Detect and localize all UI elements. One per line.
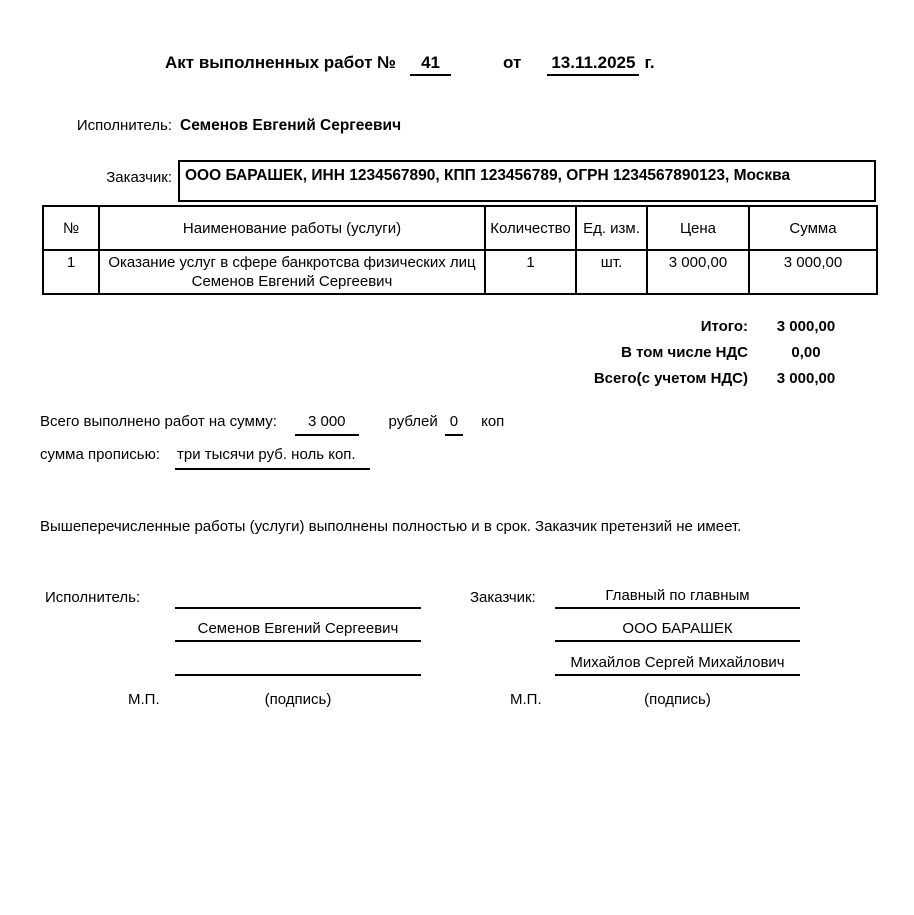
document-title: [165, 53, 914, 76]
completion-note: Вышеперечисленные работы (услуги) выполнены полностью и в срок. Заказчик претензий не имеет.: [40, 518, 742, 535]
act-date: 13.11.2025: [547, 53, 639, 76]
executor-name-line: Семенов Евгений Сергеевич: [175, 609, 421, 642]
table-row: [43, 250, 877, 294]
title-text: Акт выполненных работ №: [165, 53, 397, 72]
total-value: 3 000,00: [776, 370, 836, 387]
works-table: [42, 205, 878, 295]
signatures-section: [0, 583, 914, 743]
executor-row: [0, 117, 914, 135]
amount-in-words-line: [40, 444, 914, 470]
amount-rubles-word: рублей: [388, 413, 438, 430]
customer-name-line: Михайлов Сергей Михайлович: [555, 642, 800, 676]
customer-company-line: ООО БАРАШЕК: [555, 609, 800, 642]
act-number: 41: [410, 53, 451, 76]
cell-sum: 3 000,00: [749, 250, 877, 294]
total-value: 3 000,00: [776, 318, 836, 335]
header-unit: Ед. изм.: [576, 206, 647, 250]
executor-extra-line: [175, 642, 421, 676]
executor-name: Семенов Евгений Сергеевич: [180, 117, 402, 134]
signature-executor-label: Исполнитель:: [45, 589, 141, 606]
header-sum: Сумма: [749, 206, 877, 250]
total-row-itogo: [701, 314, 856, 340]
header-quantity: Количество: [485, 206, 576, 250]
amount-rubles-value: 3 000: [295, 411, 359, 436]
amount-kopecks-word: коп: [481, 413, 505, 430]
cell-work-name: [99, 250, 485, 294]
signature-customer-block: [555, 583, 800, 676]
total-row-vsego: [594, 366, 856, 392]
amount-label: Всего выполнено работ на сумму:: [40, 413, 277, 430]
customer-stamp-label: М.П.: [510, 691, 542, 708]
work-name-line-1: Оказание услуг в сфере банкротсва физических лиц: [108, 254, 476, 271]
executor-signature-line: [175, 583, 421, 609]
amount-kopecks-value: 0: [445, 411, 463, 436]
cell-quantity: 1: [485, 250, 576, 294]
amount-in-words-label: сумма прописью:: [40, 446, 161, 463]
document-page: [0, 53, 914, 743]
customer-row: [0, 160, 876, 202]
signature-executor-block: [175, 583, 421, 676]
header-work-name: Наименование работы (услуги): [99, 206, 485, 250]
signature-customer-label: Заказчик:: [470, 589, 536, 606]
customer-details-box: ООО БАРАШЕК, ИНН 1234567890, КПП 123456789, ОГРН 1234567890123, Москва: [178, 160, 876, 202]
cell-unit: шт.: [576, 250, 647, 294]
totals-block: [0, 314, 914, 392]
total-label: Итого:: [700, 318, 748, 335]
total-row-nds: [621, 340, 856, 366]
work-name-line-2: Семенов Евгений Сергеевич: [191, 273, 393, 290]
total-label: В том числе НДС: [621, 344, 748, 361]
header-number: №: [43, 206, 99, 250]
amount-line: [40, 411, 914, 436]
total-label: Всего(с учетом НДС): [593, 370, 748, 387]
executor-stamp-label: М.П.: [128, 691, 160, 708]
executor-signature-caption: (подпись): [264, 691, 332, 708]
executor-label: Исполнитель:: [76, 117, 172, 134]
total-value: 0,00: [791, 344, 821, 361]
cell-price: 3 000,00: [647, 250, 749, 294]
cell-number: 1: [43, 250, 99, 294]
customer-position-line: Главный по главным: [555, 583, 800, 609]
customer-signature-caption: (подпись): [644, 691, 711, 708]
title-from-word: от: [503, 53, 522, 72]
table-header-row: [43, 206, 877, 250]
amount-in-words-value: три тысячи руб. ноль коп.: [175, 444, 370, 470]
header-price: Цена: [647, 206, 749, 250]
title-year-suffix: г.: [644, 53, 655, 72]
customer-label: Заказчик:: [106, 169, 172, 186]
